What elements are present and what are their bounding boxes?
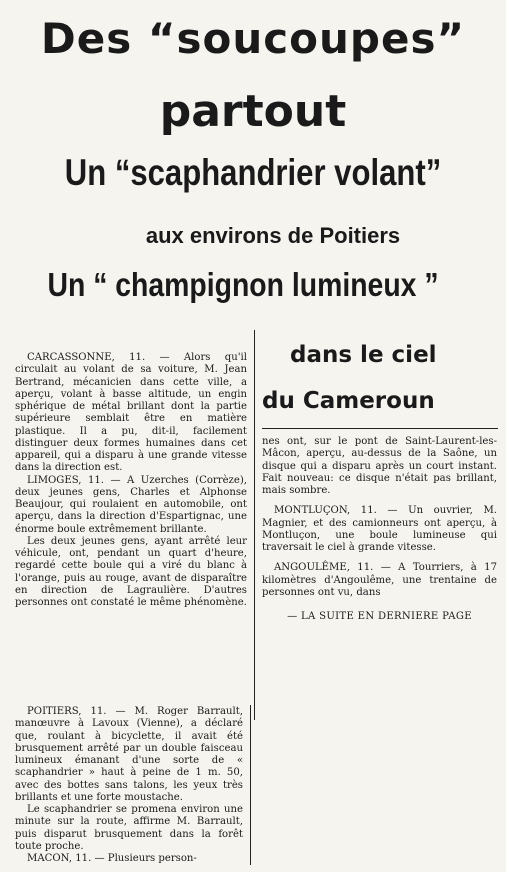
headline-line-4: aux environs de Poitiers bbox=[145, 223, 401, 248]
subheadline-rule bbox=[262, 428, 498, 429]
paragraph-limoges: LIMOGES, 11. — A Uzerches (Corrèze), deux jeunes gens, Charles et Alphonse Beaujour, qui roulaient en automobile, ont aperçu, dans la direction d'Espartignac, une énorme boule extrêmement brillante. bbox=[15, 474, 247, 535]
headline-line-2: partout bbox=[159, 86, 347, 137]
column-rule-upper bbox=[254, 330, 255, 720]
continued-note: — LA SUITE EN DERNIERE PAGE bbox=[287, 611, 472, 622]
paragraph-jeunes-gens: Les deux jeunes gens, ayant arrêté leur véhicule, ont, pendant un quart d'heure, regardé cette boule qui a viré du blanc à l'orange, puis au rouge, avant de disparaître en direction de Lagraulière. D'autres personnes ont constaté le même phénomène. bbox=[15, 535, 247, 608]
paragraph-scaphandrier: Le scaphandrier se promena environ une minute sur la route, affirme M. Barrault, puis disparut brusquement dans la forêt toute proche. bbox=[15, 804, 243, 852]
paragraph-angouleme: ANGOULÊME, 11. — A Tourriers, à 17 kilomètres d'Angoulême, une trentaine de personnes ont vu, dans bbox=[262, 562, 497, 598]
subheadline-line-1: dans le ciel bbox=[290, 342, 437, 368]
headline-line-3: Un “scaphandrier volant” bbox=[64, 152, 442, 193]
paragraph-carcassonne: CARCASSONNE, 11. — Alors qu'il circulait au volant de sa voiture, M. Jean Bertrand, mécanicien dans cette ville, a aperçu, volant à basse altitude, un engin sphérique de métal brillant dont la partie supérieure semblait être en matière plastique. Il a pu, dit-il, facilement distinguer deux formes humaines dans cet appareil, qui a disparu à une grande vitesse dans la direction est. bbox=[15, 352, 247, 474]
paragraph-montlucon: MONTLUÇON, 11. — Un ouvrier, M. Magnier, et des camionneurs ont aperçu, à Montluçon, une boule lumineuse qui traversait le ciel à grande vitesse. bbox=[262, 505, 497, 553]
article-left-column bbox=[15, 352, 247, 609]
paragraph-poitiers: POITIERS, 11. — M. Roger Barrault, manœuvre à Lavoux (Vienne), a déclaré que, roulant à bicyclette, il avait été brusquement arrêté par un double faisceau lumineux émanant d'une sorte de « scaphandrier » haut à peine de 1 m. 50, avec des bottes sans talons, les yeux très brillants et une forte moustache. bbox=[15, 706, 243, 803]
paragraph-macon: MACON, 11. — Plusieurs person- bbox=[27, 853, 197, 864]
article-left-column-lower bbox=[15, 706, 243, 865]
column-rule-lower bbox=[250, 705, 251, 865]
paragraph-macon-cont: nes ont, sur le pont de Saint-Laurent-les-Mâcon, aperçu, au-dessus de la Saône, un disque qui a disparu après un court instant. Fait nouveau: ce disque n'était pas brillant, mais sombre. bbox=[262, 436, 497, 496]
headline-line-5: Un “ champignon lumineux ” bbox=[47, 266, 439, 303]
subheadline-line-2: du Cameroun bbox=[262, 388, 435, 414]
headline-line-1: Des “soucoupes” bbox=[40, 14, 466, 63]
article-right-column bbox=[262, 436, 497, 623]
